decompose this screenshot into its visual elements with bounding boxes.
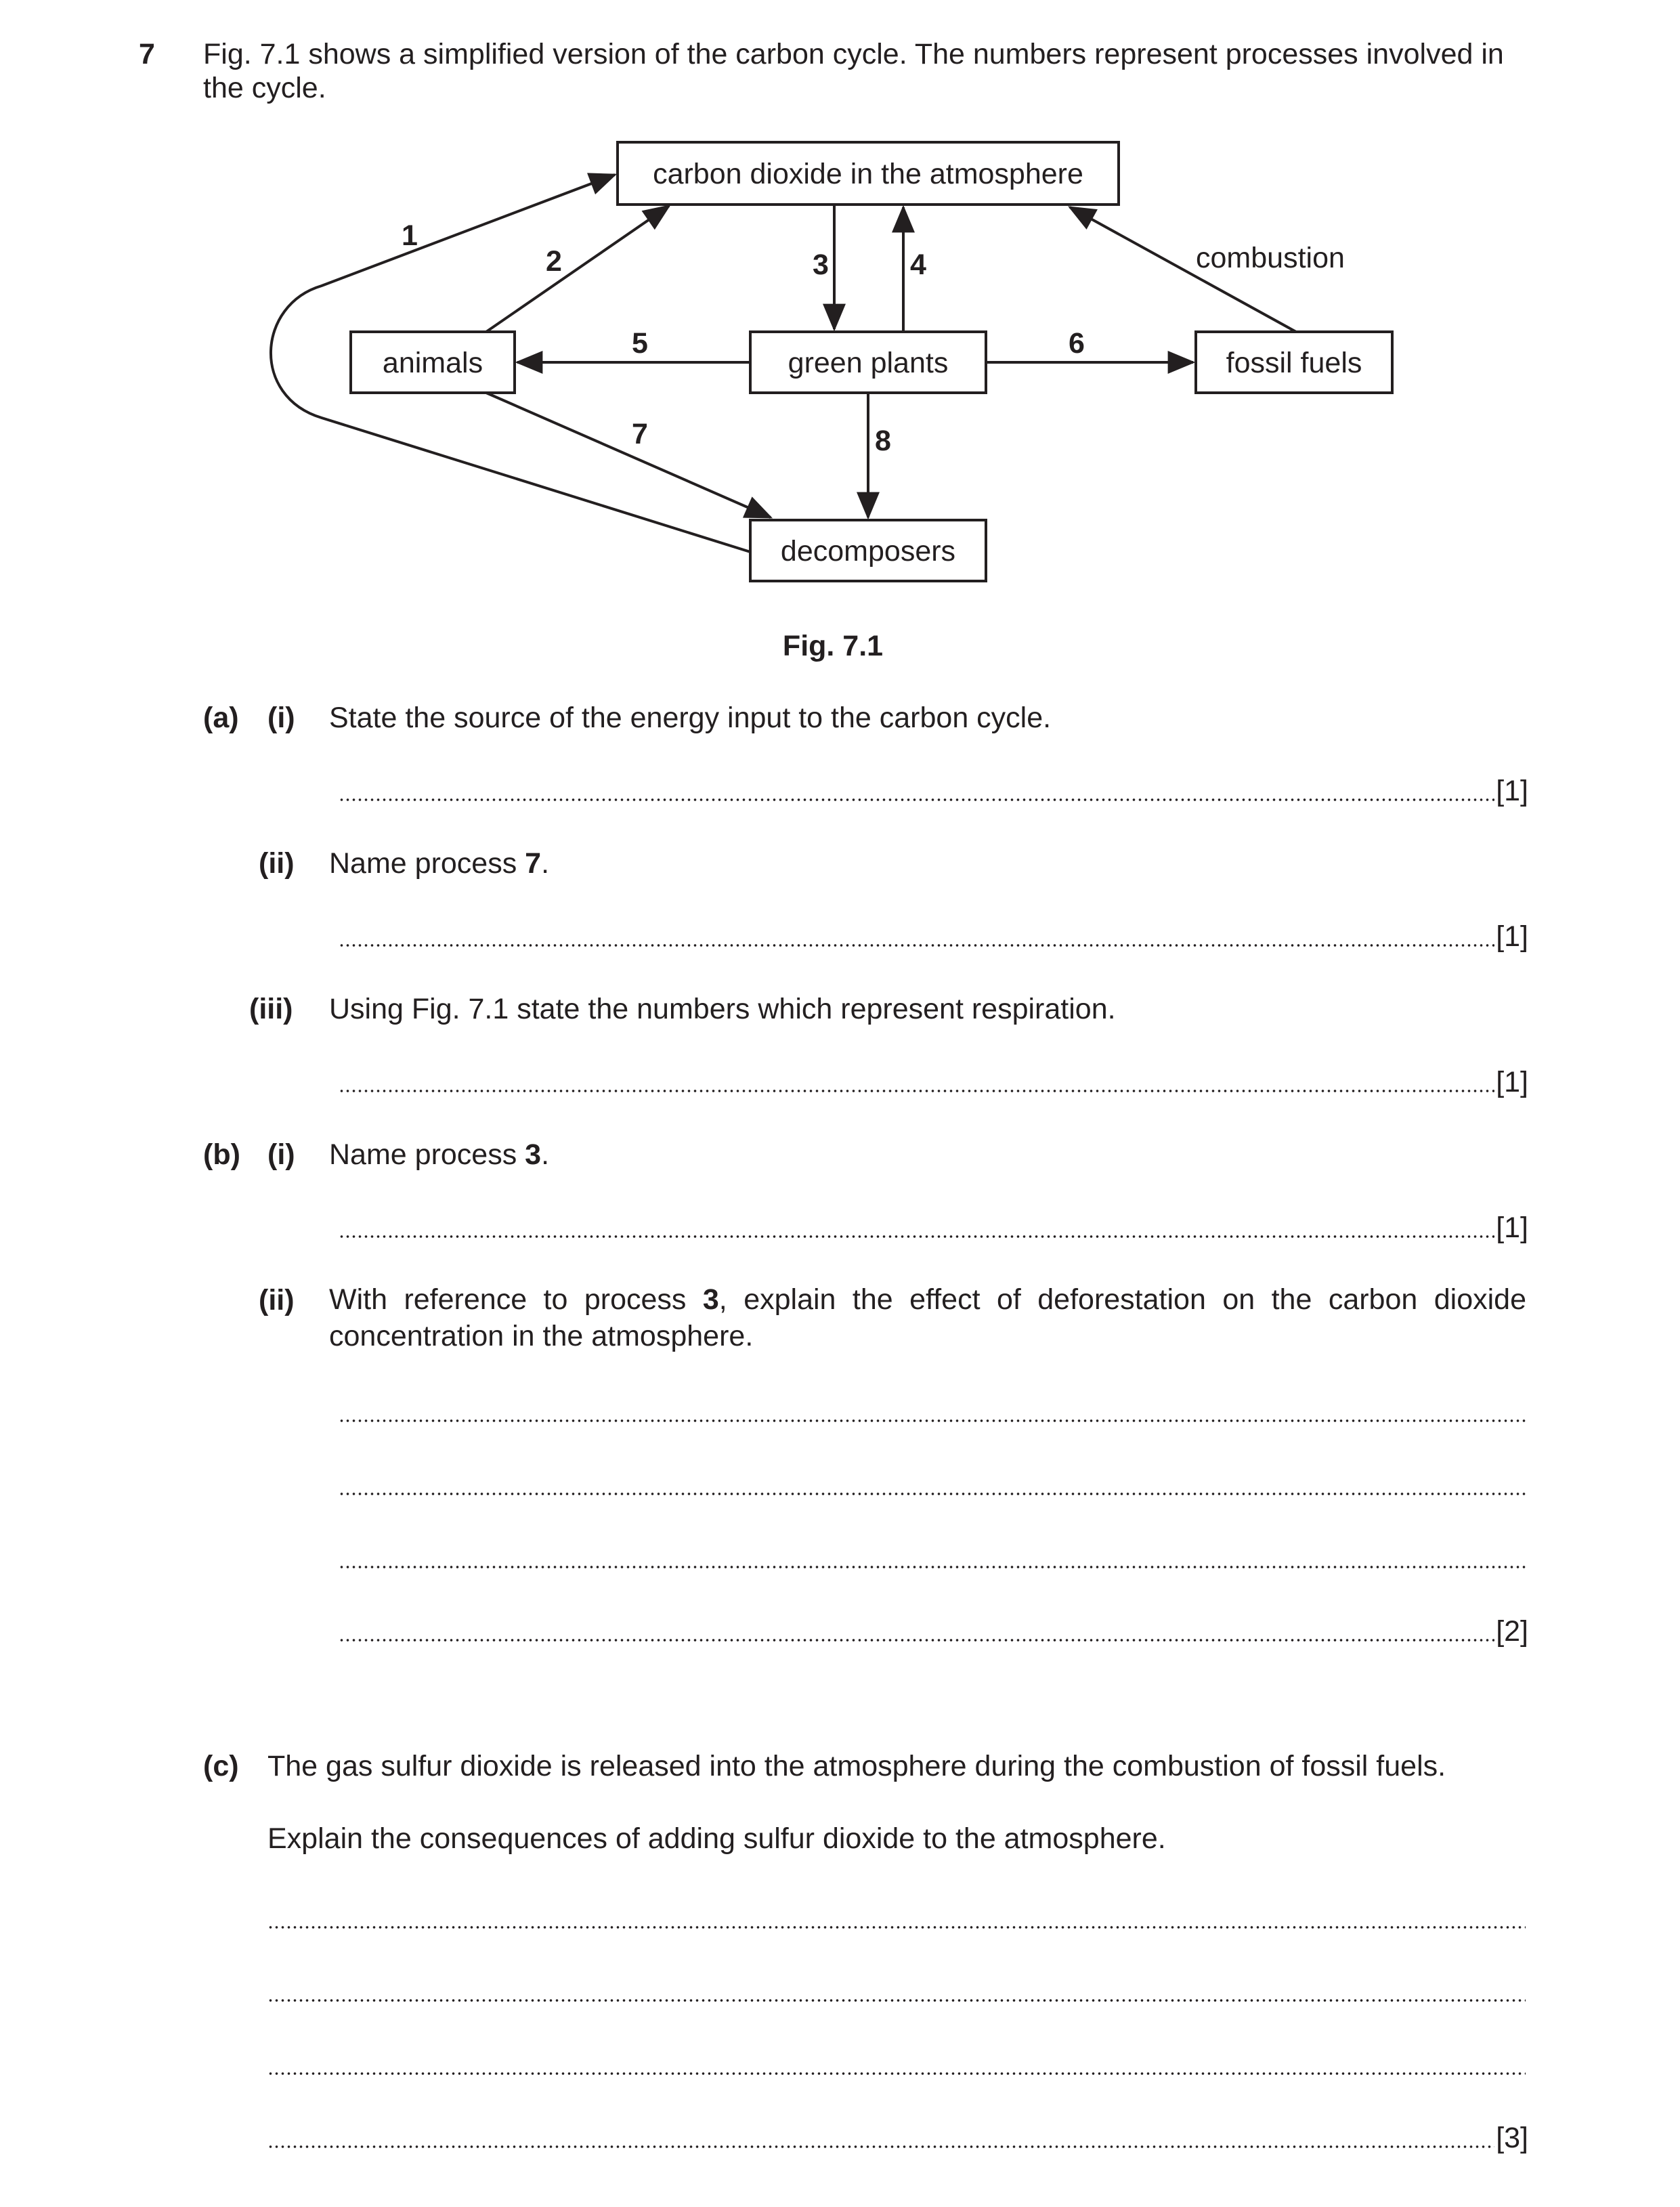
part-a-ii-end: . [541,847,550,880]
part-a-ii-text: Name process [329,847,525,880]
arrow-process-7 [486,393,771,517]
node-animals [351,332,515,393]
answer-dotted-line [339,1419,1526,1422]
question-number: 7 [139,38,155,70]
answer-dotted-line [267,2072,1526,2075]
part-b-label: (b) [203,1138,240,1171]
part-a-i-number: (i) [267,702,295,734]
node-decomposers [750,520,986,581]
answer-line-b-ii-3[interactable] [339,1541,1526,1575]
part-b-i-question [329,1138,549,1172]
node-animals-label: animals [382,347,483,379]
label-process-1: 1 [402,219,418,252]
part-b-i-text: Name process [329,1138,525,1171]
part-b-ii-rest: , explain the effect of deforestation on the carbon dioxide concentration in the atmosphere. [329,1283,1526,1352]
answer-line-a-ii[interactable] [339,920,1528,953]
part-a-ii-number: (ii) [259,847,295,880]
answer-line-b-ii-4[interactable] [339,1614,1528,1648]
answer-dotted-line [339,1566,1526,1568]
node-fossil-fuels [1196,332,1392,393]
part-b-ii-text: With reference to process [329,1283,703,1316]
part-c-statement: The gas sulfur dioxide is released into the atmosphere during the combustion of fossil fuels. [267,1750,1446,1782]
label-combustion: combustion [1196,242,1345,274]
node-green-plants [750,332,986,393]
node-atmosphere [618,142,1119,205]
marks-a-iii: [1] [1496,1066,1528,1098]
part-b-i-end: . [541,1138,550,1171]
question-intro: Fig. 7.1 shows a simplified version of the carbon cycle. The numbers represent processes involved in the cycle. [203,38,1504,104]
answer-dotted-line [339,1639,1494,1642]
part-b-i-number: (i) [267,1138,295,1171]
arrow-process-2 [486,206,669,332]
part-a-i-question: State the source of the energy input to the carbon cycle. [329,702,1052,734]
part-b-i-bold: 3 [525,1138,542,1171]
answer-line-b-i[interactable] [339,1211,1528,1245]
part-a-iii-question: Using Fig. 7.1 state the numbers which represent respiration. [329,993,1116,1025]
answer-dotted-line [267,2145,1494,2148]
node-green-plants-label: green plants [788,347,949,379]
marks-a-ii: [1] [1496,920,1528,953]
marks-b-i: [1] [1496,1212,1528,1244]
marks-c: [3] [1496,2122,1528,2154]
label-process-4: 4 [910,249,926,281]
node-decomposers-label: decomposers [780,535,956,567]
answer-line-a-iii[interactable] [339,1065,1528,1099]
part-c-label: (c) [203,1750,239,1782]
label-process-3: 3 [813,249,829,281]
carbon-cycle-diagram [0,0,1680,677]
node-atmosphere-label: carbon dioxide in the atmosphere [653,158,1083,190]
marks-b-ii: [2] [1496,1615,1528,1648]
part-a-ii-bold: 7 [525,847,542,880]
answer-line-c-1[interactable] [267,1902,1526,1935]
answer-line-c-2[interactable] [267,1975,1526,2009]
part-a-iii-number: (iii) [249,993,293,1025]
answer-dotted-line [339,1493,1526,1495]
answer-dotted-line [267,1999,1526,2002]
answer-line-a-i[interactable] [339,774,1528,808]
answer-dotted-line [339,944,1494,947]
part-a-label: (a) [203,702,239,734]
label-process-2: 2 [546,245,562,278]
part-b-ii-number: (ii) [259,1284,295,1316]
part-a-ii-question [329,847,549,880]
answer-line-c-3[interactable] [267,2048,1526,2082]
part-b-ii-bold: 3 [702,1283,719,1316]
answer-dotted-line [339,798,1494,801]
label-process-6: 6 [1069,327,1085,360]
answer-dotted-line [339,1235,1494,1238]
answer-dotted-line [339,1090,1494,1092]
label-process-5: 5 [632,327,648,360]
part-b-ii-question [329,1281,1526,1354]
label-process-7: 7 [632,418,648,450]
node-fossil-fuels-label: fossil fuels [1226,347,1362,379]
answer-dotted-line [267,1926,1526,1929]
figure-caption: Fig. 7.1 [782,630,884,662]
answer-line-b-ii-2[interactable] [339,1468,1526,1502]
answer-line-b-ii-1[interactable] [339,1395,1526,1429]
label-process-8: 8 [875,425,891,457]
answer-line-c-4[interactable] [267,2121,1528,2155]
part-c-instruction: Explain the consequences of adding sulfur dioxide to the atmosphere. [267,1822,1166,1855]
marks-a-i: [1] [1496,775,1528,807]
